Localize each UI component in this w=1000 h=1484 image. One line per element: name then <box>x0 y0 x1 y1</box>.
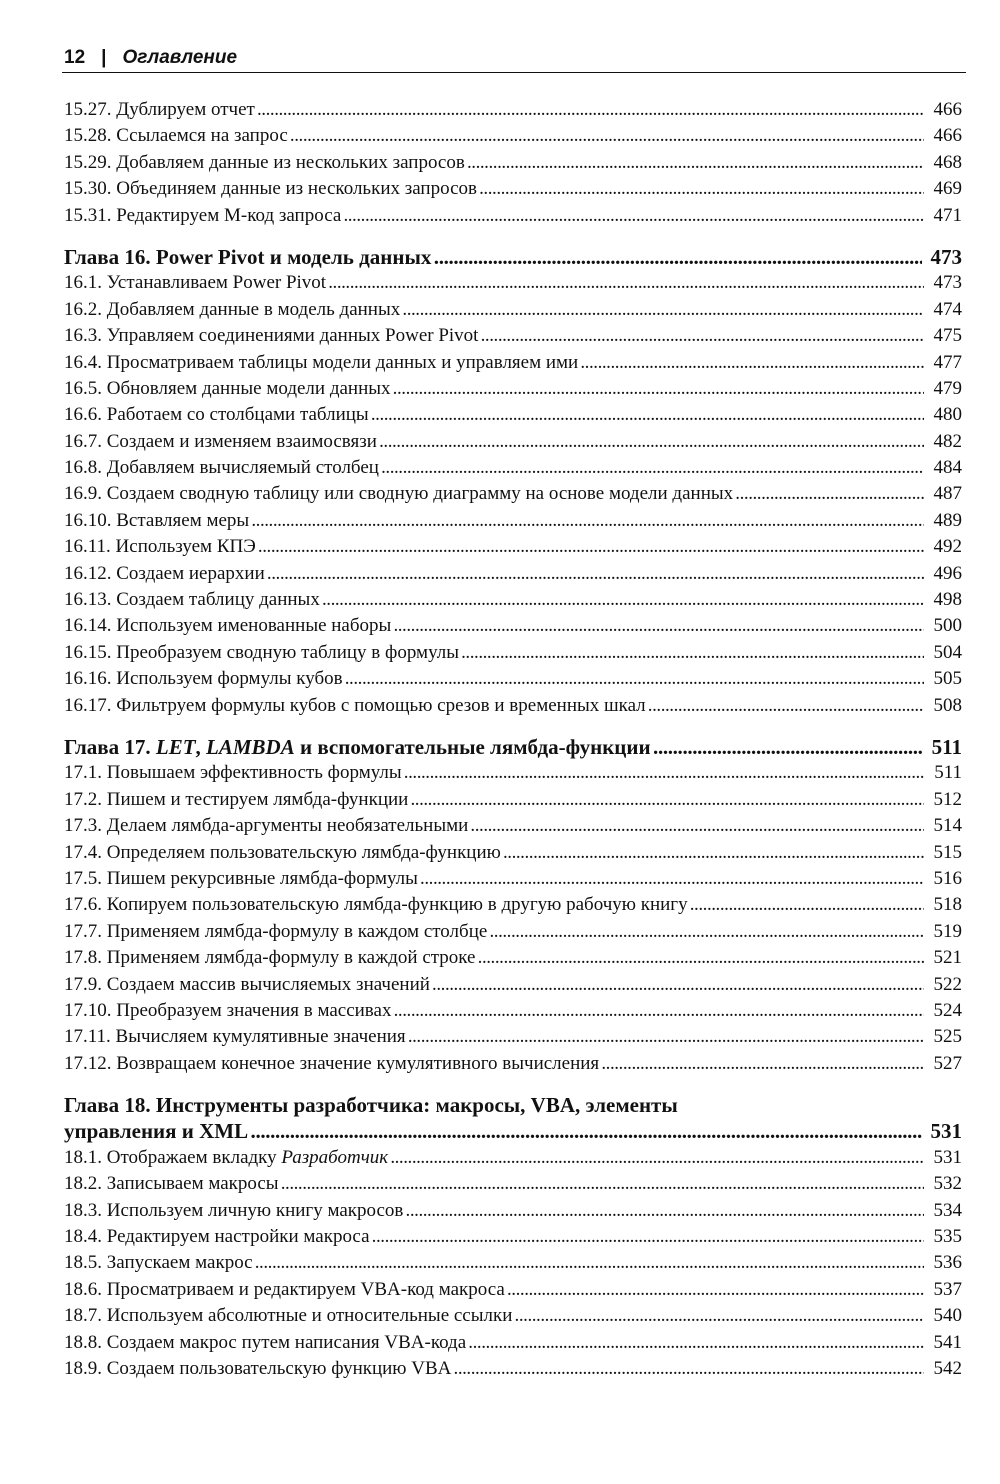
chapter-18-heading-line2[interactable]: управления и XML . . . 531 <box>64 1118 962 1144</box>
page-ref: 541 <box>933 1331 962 1353</box>
page-ref: 537 <box>933 1278 962 1300</box>
toc-entry[interactable]: 18.6. Просматриваем и редактируем VBA-код макроса . . . 537 <box>64 1277 962 1303</box>
top-entries <box>64 97 962 229</box>
toc-entry[interactable]: 15.31. Редактируем M-код запроса . . . 471 <box>64 203 962 229</box>
toc-entry[interactable]: 17.4. Определяем пользовательскую лямбда-функцию . . . 515 <box>64 840 962 866</box>
page-ref: 519 <box>933 920 962 942</box>
toc-entry[interactable]: 17.6. Копируем пользовательскую лямбда-функцию в другую рабочую книгу . . . 518 <box>64 892 962 918</box>
page-ref: 505 <box>933 668 962 690</box>
page-ref: 516 <box>933 867 962 889</box>
page-ref: 531 <box>930 1119 962 1144</box>
toc-entry[interactable]: 15.29. Добавляем данные из нескольких запросов . . . 468 <box>64 150 962 176</box>
toc-entry[interactable]: 16.7. Создаем и изменяем взаимосвязи . . . 482 <box>64 429 962 455</box>
page-ref: 473 <box>930 244 962 269</box>
toc-entry[interactable]: 16.1. Устанавливаем Power Pivot . . . 473 <box>64 270 962 296</box>
toc-entry[interactable]: 18.3. Используем личную книгу макросов . . . 534 <box>64 1198 962 1224</box>
page-ref: 532 <box>933 1173 962 1195</box>
page-ref: 489 <box>933 509 962 531</box>
toc-entry[interactable]: 18.9. Создаем пользовательскую функцию VBA . . . 542 <box>64 1356 962 1382</box>
toc-entry[interactable]: 17.12. Возвращаем конечное значение кумулятивного вычисления . . . 527 <box>64 1051 962 1077</box>
page-ref: 521 <box>933 947 962 969</box>
page-ref: 508 <box>933 694 962 716</box>
toc-entry[interactable]: 15.30. Объединяем данные из нескольких запросов . . . 469 <box>64 176 962 202</box>
page-ref: 504 <box>933 641 962 663</box>
toc-entry[interactable]: 16.16. Используем формулы кубов . . . 505 <box>64 666 962 692</box>
toc-entry[interactable]: 17.11. Вычисляем кумулятивные значения . . . 525 <box>64 1024 962 1050</box>
header-separator: | <box>101 47 107 68</box>
page-ref: 534 <box>933 1199 962 1221</box>
page-ref: 492 <box>933 536 962 558</box>
chapter-16-heading[interactable]: Глава 16. Power Pivot и модель данных . . . 473 <box>64 244 962 270</box>
page-ref: 471 <box>933 204 962 226</box>
toc-entry[interactable]: 16.13. Создаем таблицу данных . . . 498 <box>64 587 962 613</box>
toc-entry[interactable]: 18.2. Записываем макросы . . . 532 <box>64 1171 962 1197</box>
page-ref: 480 <box>933 404 962 426</box>
page-ref: 512 <box>933 788 962 810</box>
page-ref: 518 <box>933 894 962 916</box>
page-ref: 535 <box>933 1226 962 1248</box>
toc-entry[interactable]: 16.3. Управляем соединениями данных Power Pivot . . . 475 <box>64 323 962 349</box>
toc-entry[interactable]: 16.10. Вставляем меры . . . 489 <box>64 508 962 534</box>
page-ref: 542 <box>933 1357 962 1379</box>
page-ref: 484 <box>933 457 962 479</box>
chapter-17-entries <box>64 760 962 1077</box>
toc-entry[interactable]: 17.8. Применяем лямбда-формулу в каждой строке . . . 521 <box>64 945 962 971</box>
toc-entry[interactable]: 16.11. Используем КПЭ . . . 492 <box>64 534 962 560</box>
page-ref: 466 <box>933 99 962 120</box>
page-ref: 468 <box>933 151 962 173</box>
toc-entry[interactable]: 18.5. Запускаем макрос . . . 536 <box>64 1250 962 1276</box>
toc-entry[interactable]: 17.9. Создаем массив вычисляемых значений . . . 522 <box>64 972 962 998</box>
page-ref: 536 <box>933 1252 962 1274</box>
toc-entry[interactable]: 16.15. Преобразуем сводную таблицу в формулы . . . 504 <box>64 640 962 666</box>
toc-entry[interactable]: 17.3. Делаем лямбда-аргументы необязательными . . . 514 <box>64 813 962 839</box>
page-ref: 511 <box>934 762 962 784</box>
toc-entry[interactable]: 17.1. Повышаем эффективность формулы . . . 511 <box>64 760 962 786</box>
page-ref: 466 <box>933 125 962 147</box>
page-header <box>64 44 964 72</box>
toc-entry[interactable]: 18.8. Создаем макрос путем написания VBA-кода . . . 541 <box>64 1330 962 1356</box>
page-ref: 482 <box>933 430 962 452</box>
page-ref: 474 <box>933 298 962 320</box>
toc-entry[interactable]: 16.9. Создаем сводную таблицу или сводную диаграмму на основе модели данных . . . 487 <box>64 481 962 507</box>
toc-entry[interactable]: 16.8. Добавляем вычисляемый столбец . . . 484 <box>64 455 962 481</box>
page-ref: 487 <box>933 483 962 505</box>
toc-entry[interactable]: 15.27. Дублируем отчет . . . 466 <box>64 97 962 123</box>
chapter-16-entries <box>64 270 962 719</box>
toc-entry[interactable]: 16.4. Просматриваем таблицы модели данных и управляем ими . . . 477 <box>64 350 962 376</box>
page-ref: 496 <box>933 562 962 584</box>
page-ref: 524 <box>933 999 962 1021</box>
page-ref: 511 <box>931 734 962 759</box>
header-rule <box>62 72 966 73</box>
page-ref: 477 <box>933 351 962 373</box>
page-number: 12 <box>64 47 86 68</box>
page-ref: 527 <box>933 1052 962 1074</box>
toc-entry[interactable]: 18.1. Отображаем вкладку Разработчик . . . 531 <box>64 1145 962 1171</box>
page-ref: 515 <box>933 841 962 863</box>
toc-entry[interactable]: 16.12. Создаем иерархии . . . 496 <box>64 561 962 587</box>
toc-entry[interactable]: 16.14. Используем именованные наборы . . . 500 <box>64 613 962 639</box>
toc-entry[interactable]: 17.7. Применяем лямбда-формулу в каждом столбце . . . 519 <box>64 919 962 945</box>
toc-entry[interactable]: 16.6. Работаем со столбцами таблицы . . . 480 <box>64 402 962 428</box>
page-ref: 498 <box>933 589 962 611</box>
chapter-17-heading[interactable]: Глава 17. LET, LAMBDA и вспомогательные лямбда-функции . . . 511 <box>64 734 962 760</box>
toc-entry[interactable]: 17.2. Пишем и тестируем лямбда-функции . . . 512 <box>64 787 962 813</box>
toc-entry[interactable]: 18.4. Редактируем настройки макроса . . . 535 <box>64 1224 962 1250</box>
page-ref: 522 <box>933 973 962 995</box>
page-ref: 500 <box>933 615 962 637</box>
toc-entry[interactable]: 18.7. Используем абсолютные и относительные ссылки . . . 540 <box>64 1303 962 1329</box>
page-ref: 473 <box>933 272 962 294</box>
toc-entry[interactable]: 16.5. Обновляем данные модели данных . . . 479 <box>64 376 962 402</box>
toc-entry[interactable]: 16.2. Добавляем данные в модель данных . . . 474 <box>64 297 962 323</box>
page-ref: 540 <box>933 1305 962 1327</box>
toc-entry[interactable]: 17.5. Пишем рекурсивные лямбда-формулы . . . 516 <box>64 866 962 892</box>
page-ref: 525 <box>933 1026 962 1048</box>
toc-entry[interactable]: 16.17. Фильтруем формулы кубов с помощью срезов и временных шкал . . . 508 <box>64 693 962 719</box>
page-ref: 479 <box>933 377 962 399</box>
page-ref: 514 <box>933 815 962 837</box>
page-ref: 469 <box>933 178 962 200</box>
page-ref: 531 <box>933 1146 962 1168</box>
page-ref: 475 <box>933 325 962 347</box>
running-title: Оглавление <box>122 47 238 68</box>
table-of-contents <box>64 97 962 1382</box>
toc-entry[interactable]: 17.10. Преобразуем значения в массивах . . . 524 <box>64 998 962 1024</box>
chapter-18-heading-line1[interactable]: Глава 18. Инструменты разработчика: макросы, VBA, элементы <box>64 1093 678 1118</box>
toc-entry[interactable]: 15.28. Ссылаемся на запрос . . . 466 <box>64 123 962 149</box>
chapter-18-entries <box>64 1145 962 1383</box>
